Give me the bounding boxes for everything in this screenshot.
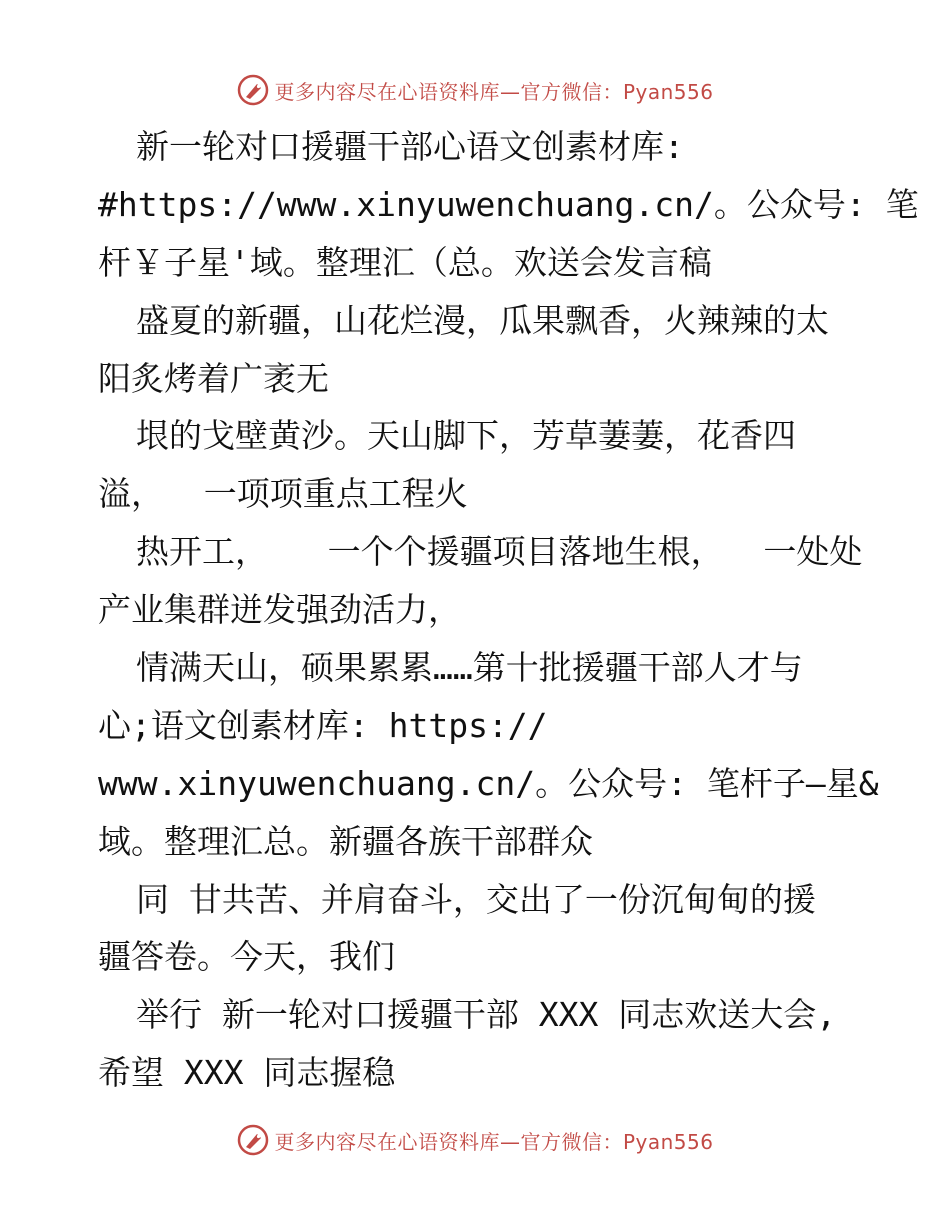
body-text-line: 新一轮对口援疆干部心语文创素材库: <box>136 127 684 166</box>
body-text-line: 溢， 一项项重点工程火 <box>98 474 468 514</box>
document-body <box>98 118 919 1102</box>
body-text-line: 希望 XXX 同志握稳 <box>98 1053 396 1093</box>
body-text-line: 阳炙烤着广袤无 <box>98 358 329 398</box>
body-text-line: www.xinyuwenchuang.cn/。公众号: 笔杆子—星& <box>98 763 879 803</box>
body-text-line: 心;语文创素材库: https:// <box>98 705 548 745</box>
body-text-line: 同 甘共苦、并肩奋斗，交出了一份沉甸甸的援 <box>136 879 816 919</box>
body-text-line: 情满天山，硕果累累……第十批援疆干部人才与 <box>136 648 803 688</box>
footer-banner <box>0 1120 950 1160</box>
body-text-line: 热开工， 一个个援疆项目落地生根， 一处处 <box>136 532 863 572</box>
header-banner-text: 更多内容尽在心语资料库—官方微信：Pyan556 <box>274 79 714 104</box>
body-text-line: 域。整理汇总。新疆各族干部群众 <box>98 821 593 861</box>
body-text-line: 盛夏的新疆，山花烂漫，瓜果飘香，火辣辣的太 <box>136 300 829 340</box>
body-text-line: 举行 新一轮对口援疆干部 XXX 同志欢送大会, <box>136 995 837 1035</box>
pen-nib-icon <box>236 73 270 107</box>
body-text-line: 杆￥子星'域。整理汇（总。欢送会发言稿 <box>98 242 712 282</box>
body-text-line: 疆答卷。今天，我们 <box>98 937 395 977</box>
body-text-line: #https://www.xinyuwenchuang.cn/。公众号: 笔 <box>98 184 919 224</box>
body-text-line: 产业集群迸发强劲活力， <box>98 590 461 630</box>
body-text-line: 垠的戈壁黄沙。天山脚下，芳草萋萋，花香四 <box>136 416 796 456</box>
header-banner <box>0 70 950 110</box>
footer-banner-text: 更多内容尽在心语资料库—官方微信：Pyan556 <box>274 1129 714 1154</box>
pen-nib-icon <box>236 1123 270 1157</box>
